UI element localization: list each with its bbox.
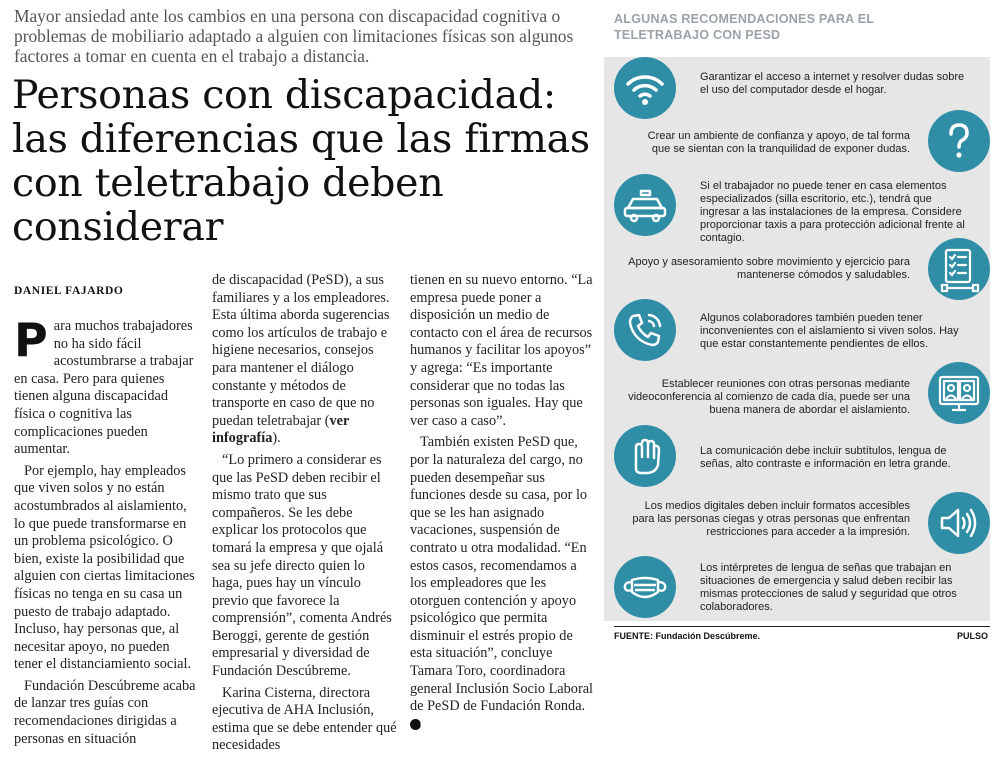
paragraph: Por ejemplo, hay empleados que viven solos y no están acostumbrados al aislamiento, lo que puede transformarse en un problema psicológico. O bien, existe la posibilidad que alguien con ciertas limitaciones físicas no tenga en su casa un puesto de trabajo adaptado. Incluso, hay personas que, al necesitar apoyo, no pueden tener el distanciamiento social. <box>14 462 195 673</box>
recommendation-text: Garantizar el acceso a internet y resolver dudas sobre el uso del computador desde el hogar. <box>700 71 965 96</box>
recommendation-text: Apoyo y asesoramiento sobre movimiento y ejercicio para mantenerse cómodos y saludables. <box>628 256 910 281</box>
recommendation-item <box>614 299 990 361</box>
recommendation-text: Si el trabajador no puede tener en casa elementos especializados (silla escritorio, etc.), tendrá que ingresar a las instalaciones de la empresa. Considere proporcionar taxis a para protección adicional frente al contagio. <box>700 180 965 244</box>
paragraph: de discapacidad (PeSD), a sus familiares y a los empleadores. Esta última aborda sugerencias como los artículos de trabajo e higiene necesarios, consejos para mantener el diálogo constante y métodos de transporte en caso de que no puedan teletrabajar ( <box>212 272 390 429</box>
article-lede: Mayor ansiedad ante los cambios en una persona con discapacidad cognitiva o problemas de mobiliario adaptado a alguien con limitaciones físicas son algunos factores a tomar en cuenta en el trabajo a distancia. <box>14 6 574 66</box>
byline: DANIEL FAJARDO <box>14 285 124 297</box>
recommendation-text: Los intérpretes de lengua de señas que trabajan en situaciones de emergencia y salud deben recibir las mismas protecciones de salud y seguridad que otros colaboradores. <box>700 562 957 613</box>
recommendation-text: Algunos colaboradores también pueden tener inconvenientes con el aislamiento si viven solos. Hay que estar constantemente pendientes de ellos. <box>700 312 959 350</box>
speaker-icon <box>928 492 990 554</box>
question-icon <box>928 110 990 172</box>
taxi-icon <box>614 174 676 236</box>
paragraph: ara muchos trabajadores no ha sido fácil acostumbrarse a trabajar en casa. Pero para quienes tienen alguna discapacidad física o cognitiva las complicaciones pueden aumentar. <box>14 318 194 458</box>
sign-language-hand-icon <box>614 425 676 487</box>
recommendation-item <box>614 362 990 424</box>
recommendation-text: La comunicación debe incluir subtítulos, lengua de señas, alto contraste e información en letra grande. <box>700 445 951 470</box>
body-column-2 <box>212 272 398 759</box>
body-column-1 <box>14 313 200 752</box>
drop-cap: P <box>14 313 48 367</box>
recommendation-text: Los medios digitales deben incluir formatos accesibles para las personas ciegas y otras personas que enfrentan restricciones para acceder a la impresión. <box>632 500 910 538</box>
body-column-3 <box>410 272 596 737</box>
end-mark-icon: P <box>410 719 421 730</box>
checklist-icon <box>928 238 990 300</box>
face-mask-icon <box>614 556 676 618</box>
recommendation-item <box>614 492 990 554</box>
infographic <box>604 0 1000 659</box>
source-credit: FUENTE: Fundación Descúbreme. <box>614 631 761 641</box>
recommendation-item <box>614 174 990 244</box>
infographic-reference: ver infografía <box>212 412 350 447</box>
recommendation-item <box>614 556 990 618</box>
phone-icon <box>614 299 676 361</box>
paragraph: También existen PeSD que, por la naturaleza del cargo, no pueden desempeñar sus funciones desde su casa, por lo que se les han asignado vacaciones, suspensión de contrato u otra modalidad. “En estos casos, recomendamos a los empleadores que les otorguen contención y apoyo psicológico que permita disminuir el estrés propio de esta situación”, concluye Tamara Toro, coordinadora general Inclusión Socio Laboral de PeSD de Fundación Ronda. <box>410 434 594 715</box>
recommendation-item <box>614 110 990 172</box>
article-headline: Personas con discapacidad: las diferencias que las firmas con teletrabajo deben considerar <box>12 72 590 250</box>
paragraph: Fundación Descúbreme acaba de lanzar tres guías con recomendaciones dirigidas a personas en situación <box>14 677 196 747</box>
footer-rule <box>614 626 990 627</box>
recommendation-item <box>614 425 990 487</box>
paragraph: tienen en su nuevo entorno. “La empresa puede poner a disposición un medio de contacto con el área de recursos humanos y facilitar los apoyos” y agrega: “Es importante considerar que no todas las personas son iguales. Hay que ver caso a caso”. <box>410 272 593 429</box>
paragraph: Karina Cisterna, directora ejecutiva de AHA Inclusión, estima que se debe entender qué necesidades <box>212 684 397 754</box>
publication-brand: PULSO <box>956 631 988 641</box>
paragraph-end: ). <box>272 430 281 447</box>
recommendation-text: Establecer reuniones con otras personas mediante videoconferencia al comienzo de cada día, puede ser una buena manera de abordar el aislamiento. <box>628 378 910 416</box>
videoconference-icon <box>928 362 990 424</box>
infographic-title: ALGUNAS RECOMENDACIONES PARA EL TELETRABAJO CON PESD <box>614 12 874 42</box>
recommendation-text: Crear un ambiente de confianza y apoyo, de tal forma que se sientan con la tranquilidad de exponer dudas. <box>647 130 910 155</box>
paragraph: “Lo primero a considerar es que las PeSD deben recibir el mismo trato que sus compañeros. Se les debe explicar los protocolos que tomará la empresa y que ojalá sea su jefe directo quien lo haga, pues hay un vínculo previo que favorece la comprensión”, comenta Andrés Beroggi, gerente de gestión empresarial y diversidad de Fundación Descúbreme. <box>212 451 392 680</box>
recommendation-item <box>614 238 990 300</box>
